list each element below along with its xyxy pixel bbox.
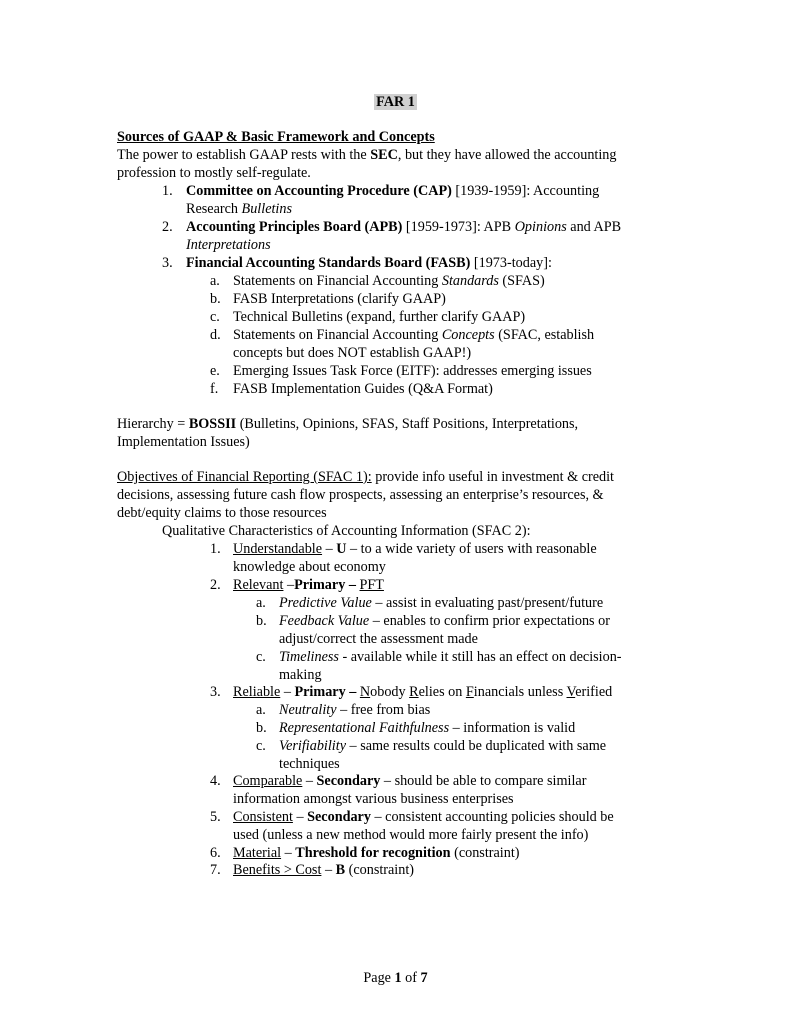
list-letter: b. bbox=[256, 720, 267, 736]
sub-item-feedback-value: Feedback Value – enables to confirm prior expectations or bbox=[279, 613, 610, 629]
list-letter: d. bbox=[210, 327, 221, 343]
quality-benefits-cost: Benefits > Cost – B (constraint) bbox=[233, 862, 415, 878]
quality-consistent-line2: used (unless a new method would more fairly present the info) bbox=[233, 827, 589, 843]
section-heading-sources: Sources of GAAP & Basic Framework and Concepts bbox=[117, 129, 435, 145]
quality-relevant: Relevant –Primary – PFT bbox=[233, 577, 384, 593]
list-number: 7. bbox=[210, 862, 221, 878]
list-item-cap-line2: Research Bulletins bbox=[186, 201, 292, 217]
list-letter: c. bbox=[256, 649, 266, 665]
list-item-fasb: Financial Accounting Standards Board (FASB) [1973-today]: bbox=[186, 255, 552, 271]
list-number: 3. bbox=[210, 684, 221, 700]
list-number: 1. bbox=[210, 541, 221, 557]
page-title: FAR 1 bbox=[376, 94, 415, 110]
page-footer: Page 1 of 7 bbox=[363, 970, 428, 986]
quality-reliable: Reliable – Primary – Nobody Relies on Financials unless Verified bbox=[233, 684, 613, 700]
sub-item-eitf: Emerging Issues Task Force (EITF): addresses emerging issues bbox=[233, 363, 592, 379]
sub-item-verifiability: Verifiability – same results could be duplicated with same bbox=[279, 738, 607, 754]
sub-item-predictive-value: Predictive Value – assist in evaluating past/present/future bbox=[279, 595, 604, 611]
sub-item-feedback-value-line2: adjust/correct the assessment made bbox=[279, 631, 478, 647]
intro-line-1: The power to establish GAAP rests with the SEC, but they have allowed the accounting bbox=[117, 147, 617, 163]
quality-consistent: Consistent – Secondary – consistent accounting policies should be bbox=[233, 809, 614, 825]
sub-item-implementation-guides: FASB Implementation Guides (Q&A Format) bbox=[233, 381, 493, 397]
list-letter: a. bbox=[256, 702, 266, 718]
sub-item-verifiability-line2: techniques bbox=[279, 756, 340, 772]
qualitative-heading: Qualitative Characteristics of Accounting Information (SFAC 2): bbox=[162, 523, 531, 539]
quality-understandable-line2: knowledge about economy bbox=[233, 559, 386, 575]
list-letter: b. bbox=[256, 613, 267, 629]
quality-comparable: Comparable – Secondary – should be able to compare similar bbox=[233, 773, 587, 789]
sub-item-sfac-line2: concepts but does NOT establish GAAP!) bbox=[233, 345, 472, 361]
list-number: 6. bbox=[210, 845, 221, 861]
list-letter: a. bbox=[256, 595, 266, 611]
list-item-apb-line2: Interpretations bbox=[186, 237, 271, 253]
hierarchy-line-2: Implementation Issues) bbox=[117, 434, 250, 450]
list-number: 2. bbox=[210, 577, 221, 593]
sub-item-neutrality: Neutrality – free from bias bbox=[279, 702, 431, 718]
list-number: 2. bbox=[162, 219, 173, 235]
intro-line-2: profession to mostly self-regulate. bbox=[117, 165, 311, 181]
list-number: 5. bbox=[210, 809, 221, 825]
objectives-line-3: debt/equity claims to those resources bbox=[117, 505, 327, 521]
objectives-line-2: decisions, assessing future cash flow prospects, assessing an enterprise’s resources, & bbox=[117, 487, 604, 503]
list-item-cap: Committee on Accounting Procedure (CAP) [1939-1959]: Accounting bbox=[186, 183, 600, 199]
sub-item-sfac: Statements on Financial Accounting Concepts (SFAC, establish bbox=[233, 327, 595, 343]
list-letter: f. bbox=[210, 381, 219, 397]
hierarchy-line-1: Hierarchy = BOSSII (Bulletins, Opinions, SFAS, Staff Positions, Interpretations, bbox=[117, 416, 579, 432]
sub-item-sfas: Statements on Financial Accounting Standards (SFAS) bbox=[233, 273, 545, 289]
list-letter: b. bbox=[210, 291, 221, 307]
quality-comparable-line2: information amongst various business enterprises bbox=[233, 791, 514, 807]
list-number: 3. bbox=[162, 255, 173, 271]
quality-material: Material – Threshold for recognition (constraint) bbox=[233, 845, 520, 861]
sub-item-interpretations: FASB Interpretations (clarify GAAP) bbox=[233, 291, 446, 307]
list-letter: c. bbox=[210, 309, 220, 325]
list-letter: e. bbox=[210, 363, 220, 379]
list-item-apb: Accounting Principles Board (APB) [1959-1973]: APB Opinions and APB bbox=[186, 219, 622, 235]
list-letter: c. bbox=[256, 738, 266, 754]
list-letter: a. bbox=[210, 273, 220, 289]
sub-item-representational-faithfulness: Representational Faithfulness – information is valid bbox=[279, 720, 576, 736]
list-number: 4. bbox=[210, 773, 221, 789]
list-number: 1. bbox=[162, 183, 173, 199]
quality-understandable: Understandable – U – to a wide variety of users with reasonable bbox=[233, 541, 597, 557]
sub-item-technical-bulletins: Technical Bulletins (expand, further clarify GAAP) bbox=[233, 309, 526, 325]
sub-item-timeliness: Timeliness - available while it still has an effect on decision- bbox=[279, 649, 622, 665]
objectives-line-1: Objectives of Financial Reporting (SFAC 1): provide info useful in investment & credit bbox=[117, 469, 615, 485]
sub-item-timeliness-line2: making bbox=[279, 667, 322, 683]
